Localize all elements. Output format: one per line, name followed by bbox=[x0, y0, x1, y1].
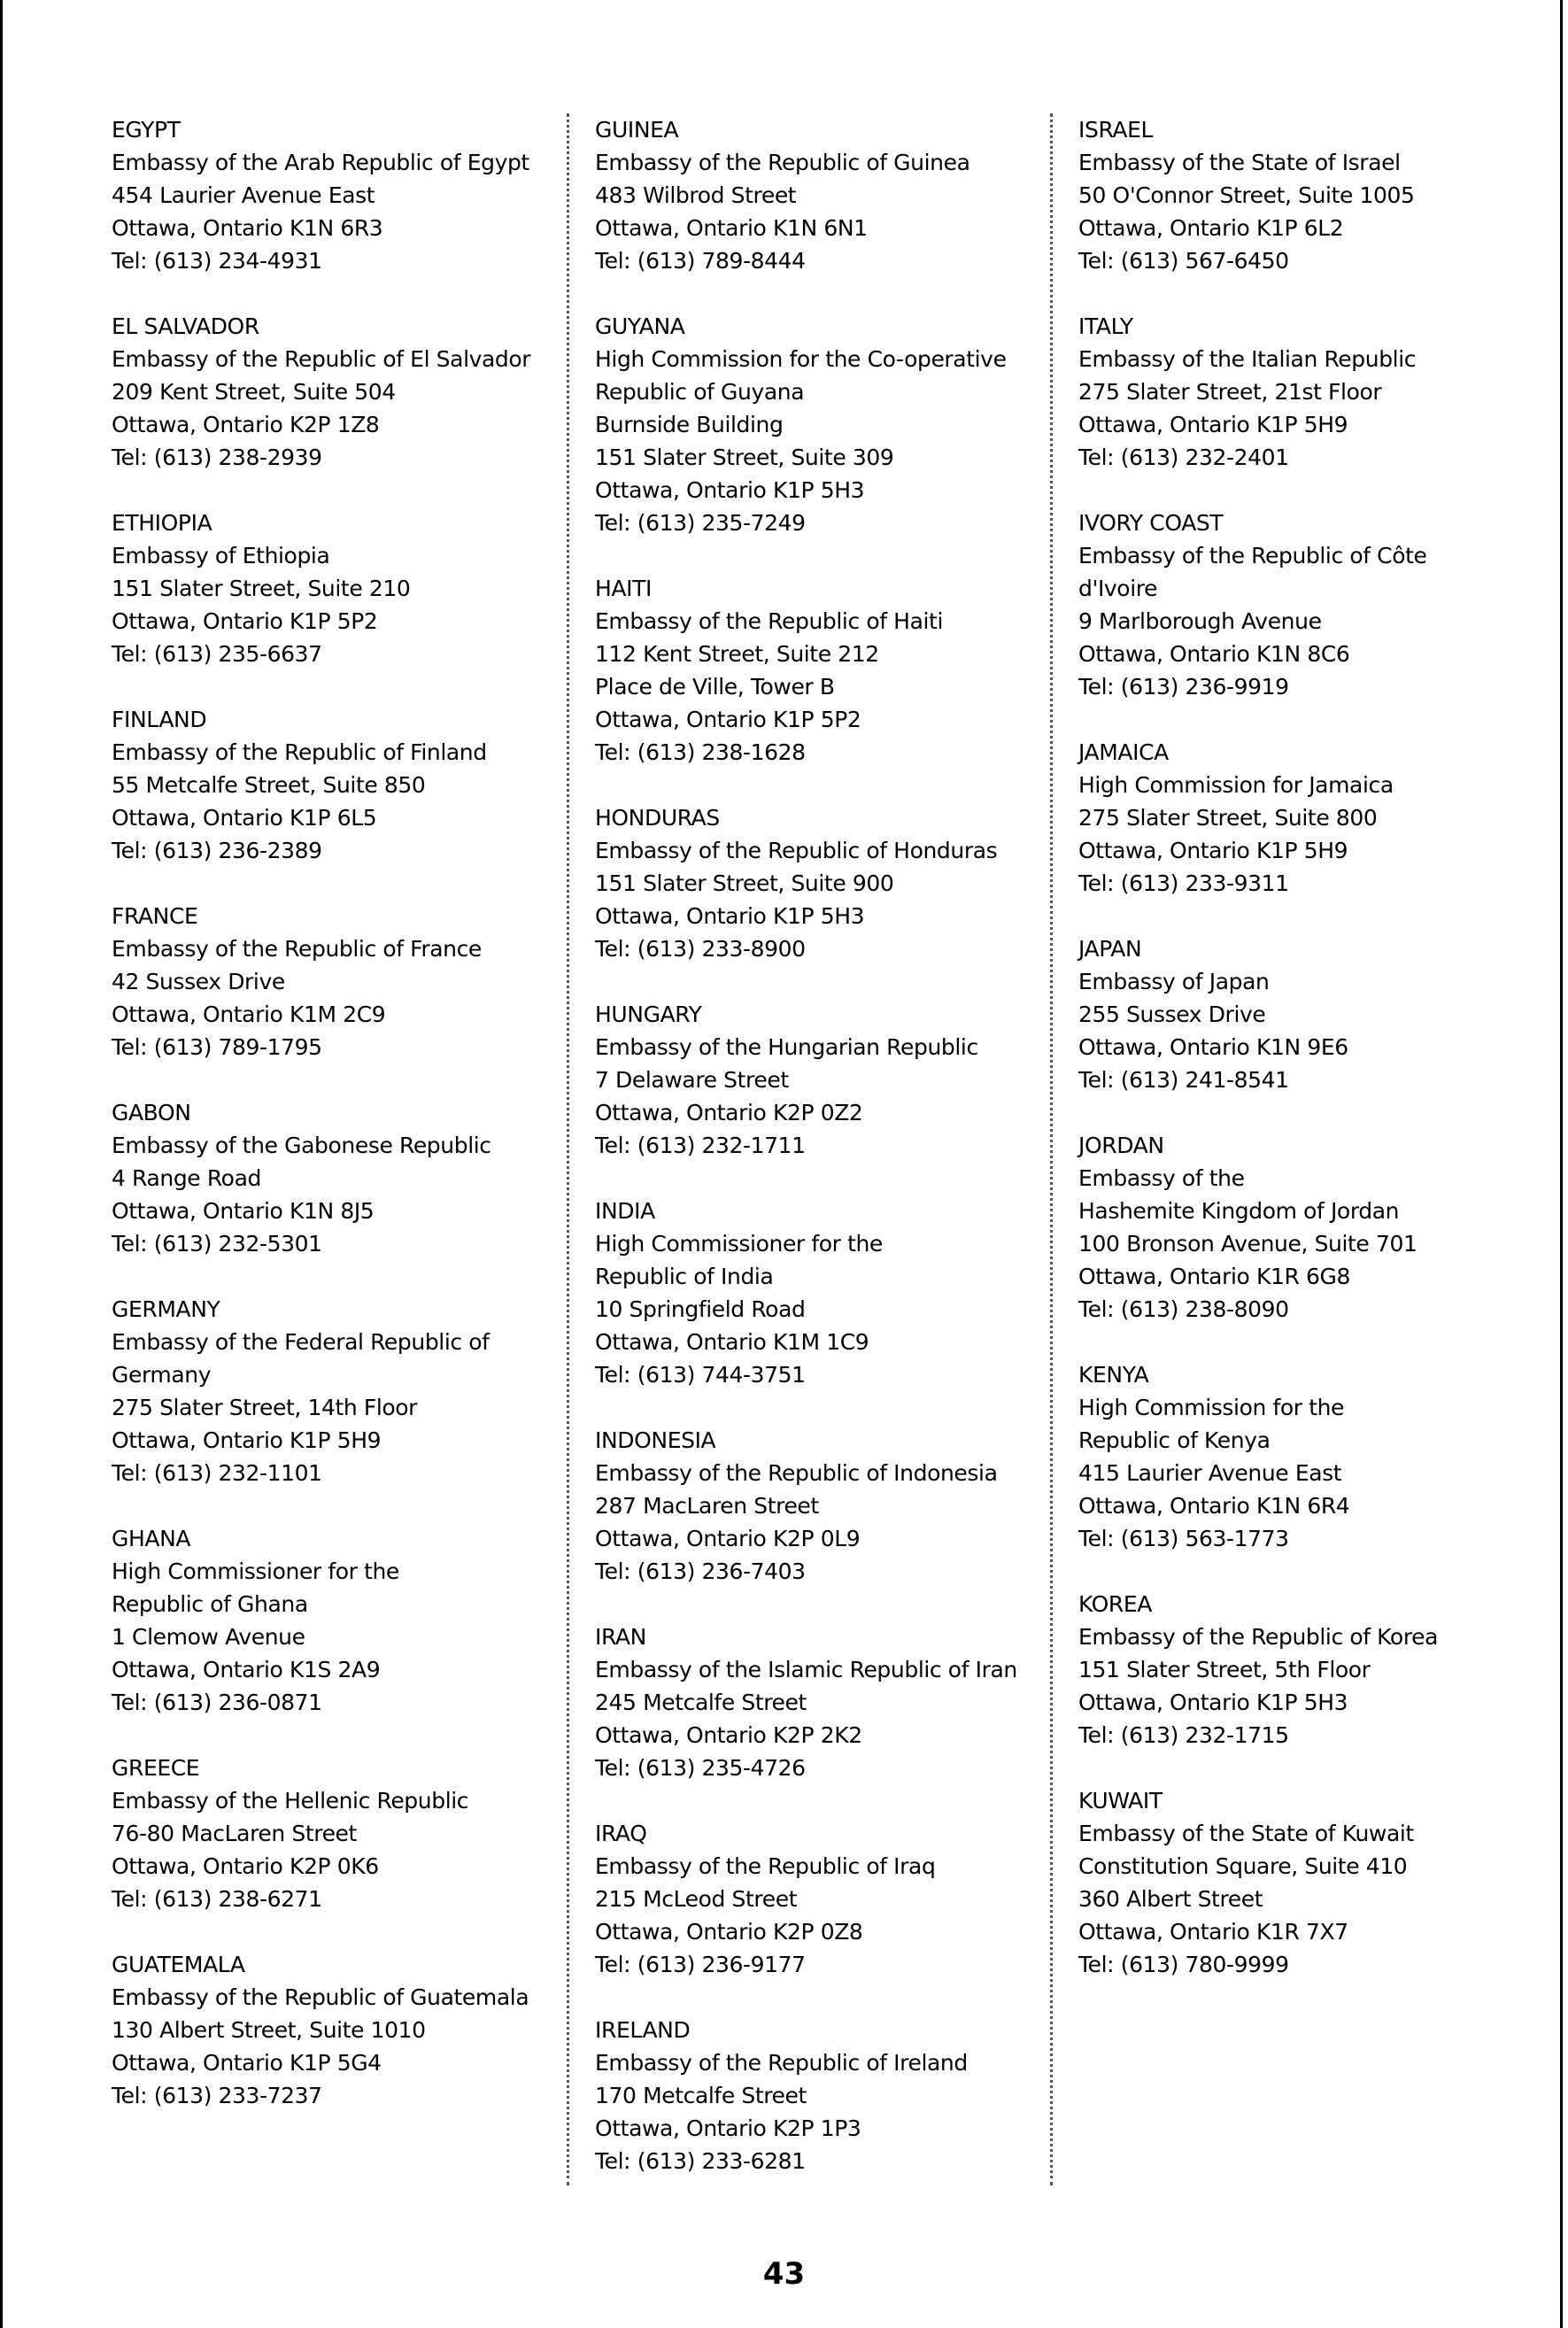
entry-line: Embassy of the Republic of France bbox=[112, 936, 482, 962]
page-number: 43 bbox=[762, 2256, 806, 2292]
entry-line: Ottawa, Ontario K1P 5P2 bbox=[112, 608, 378, 634]
entry-line: 209 Kent Street, Suite 504 bbox=[112, 379, 396, 405]
entry-line: 170 Metcalfe Street bbox=[595, 2083, 807, 2108]
entry-line: Germany bbox=[112, 1362, 212, 1388]
entry-line: Ottawa, Ontario K1N 8J5 bbox=[112, 1198, 375, 1224]
entry-line: Place de Ville, Tower B bbox=[595, 674, 835, 700]
entry-line: Embassy of the Republic of Guatemala bbox=[112, 1984, 529, 2010]
country-name: KUWAIT bbox=[1078, 1788, 1162, 1814]
entry-line: Tel: (613) 234-4931 bbox=[112, 248, 322, 274]
country-name: ISRAEL bbox=[1078, 117, 1154, 143]
entry-line: Ottawa, Ontario K1P 5H3 bbox=[595, 903, 865, 929]
embassy-entry bbox=[595, 1817, 1038, 1981]
entry-line: Tel: (613) 236-2389 bbox=[112, 838, 322, 863]
entry-line: Embassy of the Republic of Finland bbox=[112, 739, 487, 765]
embassy-entry bbox=[595, 1195, 1038, 1391]
entry-line: 415 Laurier Avenue East bbox=[1078, 1460, 1342, 1486]
embassy-entry bbox=[112, 1948, 554, 2112]
entry-line: Ottawa, Ontario K1R 6G8 bbox=[1078, 1264, 1350, 1289]
entry-line: Embassy of the Hellenic Republic bbox=[112, 1788, 469, 1814]
embassy-entry bbox=[595, 998, 1038, 1162]
entry-line: Embassy of the Federal Republic of bbox=[112, 1329, 490, 1355]
country-name: GABON bbox=[112, 1100, 191, 1125]
embassy-entry bbox=[1078, 1784, 1539, 1981]
country-name: IRAN bbox=[595, 1624, 646, 1650]
entry-line: 275 Slater Street, Suite 800 bbox=[1078, 805, 1378, 831]
embassy-entry bbox=[595, 113, 1038, 277]
entry-line: 483 Wilbrod Street bbox=[595, 182, 797, 208]
entry-line: Embassy of the State of Kuwait bbox=[1078, 1821, 1414, 1846]
entry-line: 112 Kent Street, Suite 212 bbox=[595, 641, 879, 667]
embassy-entry bbox=[112, 1293, 554, 1489]
country-name: JORDAN bbox=[1078, 1133, 1164, 1158]
embassy-entry bbox=[1078, 310, 1539, 474]
entry-line: Tel: (613) 233-7237 bbox=[112, 2083, 322, 2108]
entry-line: Ottawa, Ontario K2P 0Z8 bbox=[595, 1919, 863, 1945]
entry-line: Ottawa, Ontario K1N 6R4 bbox=[1078, 1493, 1350, 1519]
entry-line: Tel: (613) 563-1773 bbox=[1078, 1526, 1289, 1551]
entry-line: Tel: (613) 236-9919 bbox=[1078, 674, 1289, 700]
entry-line: Ottawa, Ontario K1P 5H3 bbox=[595, 477, 865, 503]
entry-line: High Commission for Jamaica bbox=[1078, 772, 1394, 798]
embassy-entry bbox=[112, 310, 554, 474]
entry-line: Ottawa, Ontario K1S 2A9 bbox=[112, 1657, 381, 1682]
entry-line: Tel: (613) 236-0871 bbox=[112, 1690, 322, 1715]
entry-line: Tel: (613) 232-2401 bbox=[1078, 445, 1289, 470]
entry-line: Ottawa, Ontario K1M 2C9 bbox=[112, 1002, 386, 1027]
entry-line: Embassy of the Republic of Honduras bbox=[595, 838, 998, 863]
entry-line: Tel: (613) 238-2939 bbox=[112, 445, 322, 470]
entry-line: 151 Slater Street, 5th Floor bbox=[1078, 1657, 1371, 1682]
country-name: EL SALVADOR bbox=[112, 313, 259, 339]
entry-line: 100 Bronson Avenue, Suite 701 bbox=[1078, 1231, 1417, 1257]
entry-line: 360 Albert Street bbox=[1078, 1886, 1263, 1912]
country-name: GREECE bbox=[112, 1755, 200, 1781]
entry-line: 454 Laurier Avenue East bbox=[112, 182, 375, 208]
entry-line: Embassy of the Italian Republic bbox=[1078, 346, 1417, 372]
entry-line: 7 Delaware Street bbox=[595, 1067, 789, 1093]
entry-line: Embassy of the Republic of Ireland bbox=[595, 2050, 968, 2076]
embassy-entry bbox=[112, 1096, 554, 1260]
entry-line: Republic of Guyana bbox=[595, 379, 805, 405]
entry-line: High Commissioner for the bbox=[595, 1231, 883, 1257]
entry-line: Ottawa, Ontario K2P 0Z2 bbox=[595, 1100, 863, 1125]
directory-column-1 bbox=[112, 113, 554, 2145]
entry-line: 10 Springfield Road bbox=[595, 1296, 806, 1322]
country-name: GUATEMALA bbox=[112, 1952, 245, 1977]
entry-line: Embassy of the Republic of Côte bbox=[1078, 543, 1427, 568]
country-name: EGYPT bbox=[112, 117, 181, 143]
embassy-entry bbox=[595, 572, 1038, 769]
entry-line: Ottawa, Ontario K1P 5H3 bbox=[1078, 1690, 1348, 1715]
country-name: JAPAN bbox=[1078, 936, 1142, 962]
entry-line: Embassy of the Republic of Haiti bbox=[595, 608, 943, 634]
entry-line: Tel: (613) 233-6281 bbox=[595, 2148, 806, 2174]
entry-line: Tel: (613) 789-1795 bbox=[112, 1034, 322, 1060]
entry-line: High Commission for the bbox=[1078, 1395, 1345, 1420]
entry-line: Tel: (613) 235-7249 bbox=[595, 510, 806, 536]
entry-line: Tel: (613) 232-1715 bbox=[1078, 1722, 1289, 1748]
entry-line: 287 MacLaren Street bbox=[595, 1493, 819, 1519]
country-name: GHANA bbox=[112, 1526, 191, 1551]
embassy-entry bbox=[595, 310, 1038, 539]
entry-line: Ottawa, Ontario K1P 5H9 bbox=[112, 1427, 382, 1453]
entry-line: Tel: (613) 233-8900 bbox=[595, 936, 806, 962]
entry-line: 1 Clemow Avenue bbox=[112, 1624, 305, 1650]
embassy-entry bbox=[595, 1424, 1038, 1588]
embassy-entry bbox=[595, 1620, 1038, 1784]
embassy-entry bbox=[1078, 507, 1539, 703]
entry-line: 50 O'Connor Street, Suite 1005 bbox=[1078, 182, 1415, 208]
entry-line: Embassy of the Republic of Korea bbox=[1078, 1624, 1439, 1650]
entry-line: Embassy of the bbox=[1078, 1165, 1245, 1191]
entry-line: Ottawa, Ontario K1P 6L2 bbox=[1078, 215, 1344, 241]
entry-line: Ottawa, Ontario K2P 1Z8 bbox=[112, 412, 380, 437]
embassy-entry bbox=[1078, 1588, 1539, 1752]
entry-line: Ottawa, Ontario K1R 7X7 bbox=[1078, 1919, 1348, 1945]
entry-line: Tel: (613) 232-1101 bbox=[112, 1460, 322, 1486]
entry-line: Ottawa, Ontario K1P 5P2 bbox=[595, 707, 861, 732]
entry-line: 275 Slater Street, 21st Floor bbox=[1078, 379, 1382, 405]
column-divider bbox=[1050, 113, 1053, 2185]
embassy-entry bbox=[1078, 113, 1539, 277]
country-name: ETHIOPIA bbox=[112, 510, 212, 536]
entry-line: Tel: (613) 232-1711 bbox=[595, 1133, 806, 1158]
directory-column-2 bbox=[595, 113, 1038, 2210]
country-name: HONDURAS bbox=[595, 805, 720, 831]
entry-line: Burnside Building bbox=[595, 412, 784, 437]
entry-line: Embassy of the State of Israel bbox=[1078, 150, 1401, 175]
entry-line: High Commissioner for the bbox=[112, 1558, 399, 1584]
entry-line: Ottawa, Ontario K2P 0K6 bbox=[112, 1853, 379, 1879]
column-divider bbox=[567, 113, 569, 2185]
entry-line: Embassy of the Arab Republic of Egypt bbox=[112, 150, 529, 175]
entry-line: Republic of Ghana bbox=[112, 1591, 308, 1617]
entry-line: Ottawa, Ontario K2P 2K2 bbox=[595, 1722, 862, 1748]
country-name: KENYA bbox=[1078, 1362, 1149, 1388]
country-name: GUYANA bbox=[595, 313, 685, 339]
entry-line: Ottawa, Ontario K2P 1P3 bbox=[595, 2115, 861, 2141]
embassy-entry bbox=[1078, 736, 1539, 900]
entry-line: Tel: (613) 236-7403 bbox=[595, 1558, 806, 1584]
entry-line: Ottawa, Ontario K1M 1C9 bbox=[595, 1329, 869, 1355]
entry-line: 215 McLeod Street bbox=[595, 1886, 798, 1912]
entry-line: 4 Range Road bbox=[112, 1165, 261, 1191]
entry-line: 151 Slater Street, Suite 210 bbox=[112, 576, 411, 601]
entry-line: Embassy of the Islamic Republic of Iran bbox=[595, 1657, 1017, 1682]
country-name: IRELAND bbox=[595, 2017, 691, 2043]
entry-line: Tel: (613) 789-8444 bbox=[595, 248, 806, 274]
entry-line: Embassy of the Republic of Iraq bbox=[595, 1853, 936, 1879]
entry-line: Tel: (613) 238-8090 bbox=[1078, 1296, 1289, 1322]
embassy-entry bbox=[112, 1752, 554, 1915]
country-name: GERMANY bbox=[112, 1296, 220, 1322]
embassy-entry bbox=[112, 507, 554, 670]
country-name: IVORY COAST bbox=[1078, 510, 1224, 536]
country-name: HUNGARY bbox=[595, 1002, 702, 1027]
entry-line: Ottawa, Ontario K2P 0L9 bbox=[595, 1526, 861, 1551]
embassy-entry bbox=[112, 703, 554, 867]
entry-line: Embassy of Ethiopia bbox=[112, 543, 330, 568]
entry-line: Embassy of the Hungarian Republic bbox=[595, 1034, 978, 1060]
embassy-entry bbox=[112, 113, 554, 277]
embassy-entry bbox=[112, 1522, 554, 1719]
entry-line: Tel: (613) 238-6271 bbox=[112, 1886, 322, 1912]
country-name: KOREA bbox=[1078, 1591, 1152, 1617]
entry-line: Embassy of Japan bbox=[1078, 969, 1270, 994]
entry-line: Embassy of the Republic of Indonesia bbox=[595, 1460, 998, 1486]
entry-line: Republic of India bbox=[595, 1264, 774, 1289]
country-name: JAMAICA bbox=[1078, 739, 1169, 765]
entry-line: High Commission for the Co-operative bbox=[595, 346, 1007, 372]
country-name: GUINEA bbox=[595, 117, 679, 143]
country-name: ITALY bbox=[1078, 313, 1133, 339]
entry-line: 76-80 MacLaren Street bbox=[112, 1821, 357, 1846]
embassy-entry bbox=[1078, 1358, 1539, 1555]
directory-column-3 bbox=[1078, 113, 1539, 2014]
entry-line: Ottawa, Ontario K1P 5G4 bbox=[112, 2050, 382, 2076]
entry-line: Tel: (613) 567-6450 bbox=[1078, 248, 1289, 274]
entry-line: d'Ivoire bbox=[1078, 576, 1158, 601]
entry-line: Tel: (613) 780-9999 bbox=[1078, 1952, 1289, 1977]
entry-line: 275 Slater Street, 14th Floor bbox=[112, 1395, 418, 1420]
country-name: FINLAND bbox=[112, 707, 207, 732]
entry-line: 42 Sussex Drive bbox=[112, 969, 285, 994]
entry-line: Tel: (613) 236-9177 bbox=[595, 1952, 806, 1977]
entry-line: 55 Metcalfe Street, Suite 850 bbox=[112, 772, 426, 798]
country-name: INDONESIA bbox=[595, 1427, 716, 1453]
entry-line: Tel: (613) 232-5301 bbox=[112, 1231, 322, 1257]
entry-line: 151 Slater Street, Suite 309 bbox=[595, 445, 894, 470]
entry-line: Ottawa, Ontario K1P 5H9 bbox=[1078, 838, 1348, 863]
entry-line: Tel: (613) 233-9311 bbox=[1078, 870, 1289, 896]
entry-line: Ottawa, Ontario K1N 9E6 bbox=[1078, 1034, 1348, 1060]
entry-line: 255 Sussex Drive bbox=[1078, 1002, 1266, 1027]
embassy-entry bbox=[1078, 932, 1539, 1096]
entry-line: 130 Albert Street, Suite 1010 bbox=[112, 2017, 426, 2043]
entry-line: Embassy of the Republic of Guinea bbox=[595, 150, 970, 175]
country-name: INDIA bbox=[595, 1198, 655, 1224]
entry-line: 9 Marlborough Avenue bbox=[1078, 608, 1322, 634]
country-name: IRAQ bbox=[595, 1821, 647, 1846]
entry-line: Ottawa, Ontario K1N 6N1 bbox=[595, 215, 868, 241]
entry-line: 245 Metcalfe Street bbox=[595, 1690, 807, 1715]
country-name: FRANCE bbox=[112, 903, 198, 929]
embassy-entry bbox=[595, 2014, 1038, 2177]
entry-line: Tel: (613) 241-8541 bbox=[1078, 1067, 1289, 1093]
entry-line: Tel: (613) 238-1628 bbox=[595, 739, 806, 765]
embassy-entry bbox=[595, 801, 1038, 965]
entry-line: 151 Slater Street, Suite 900 bbox=[595, 870, 894, 896]
entry-line: Embassy of the Republic of El Salvador bbox=[112, 346, 531, 372]
entry-line: Tel: (613) 235-6637 bbox=[112, 641, 322, 667]
entry-line: Ottawa, Ontario K1N 8C6 bbox=[1078, 641, 1350, 667]
entry-line: Hashemite Kingdom of Jordan bbox=[1078, 1198, 1400, 1224]
entry-line: Ottawa, Ontario K1P 5H9 bbox=[1078, 412, 1348, 437]
entry-line: Tel: (613) 235-4726 bbox=[595, 1755, 806, 1781]
entry-line: Tel: (613) 744-3751 bbox=[595, 1362, 806, 1388]
entry-line: Embassy of the Gabonese Republic bbox=[112, 1133, 491, 1158]
entry-line: Constitution Square, Suite 410 bbox=[1078, 1853, 1408, 1879]
country-name: HAITI bbox=[595, 576, 652, 601]
entry-line: Ottawa, Ontario K1P 6L5 bbox=[112, 805, 377, 831]
entry-line: Ottawa, Ontario K1N 6R3 bbox=[112, 215, 383, 241]
entry-line: Republic of Kenya bbox=[1078, 1427, 1271, 1453]
embassy-entry bbox=[112, 900, 554, 1063]
embassy-entry bbox=[1078, 1129, 1539, 1326]
